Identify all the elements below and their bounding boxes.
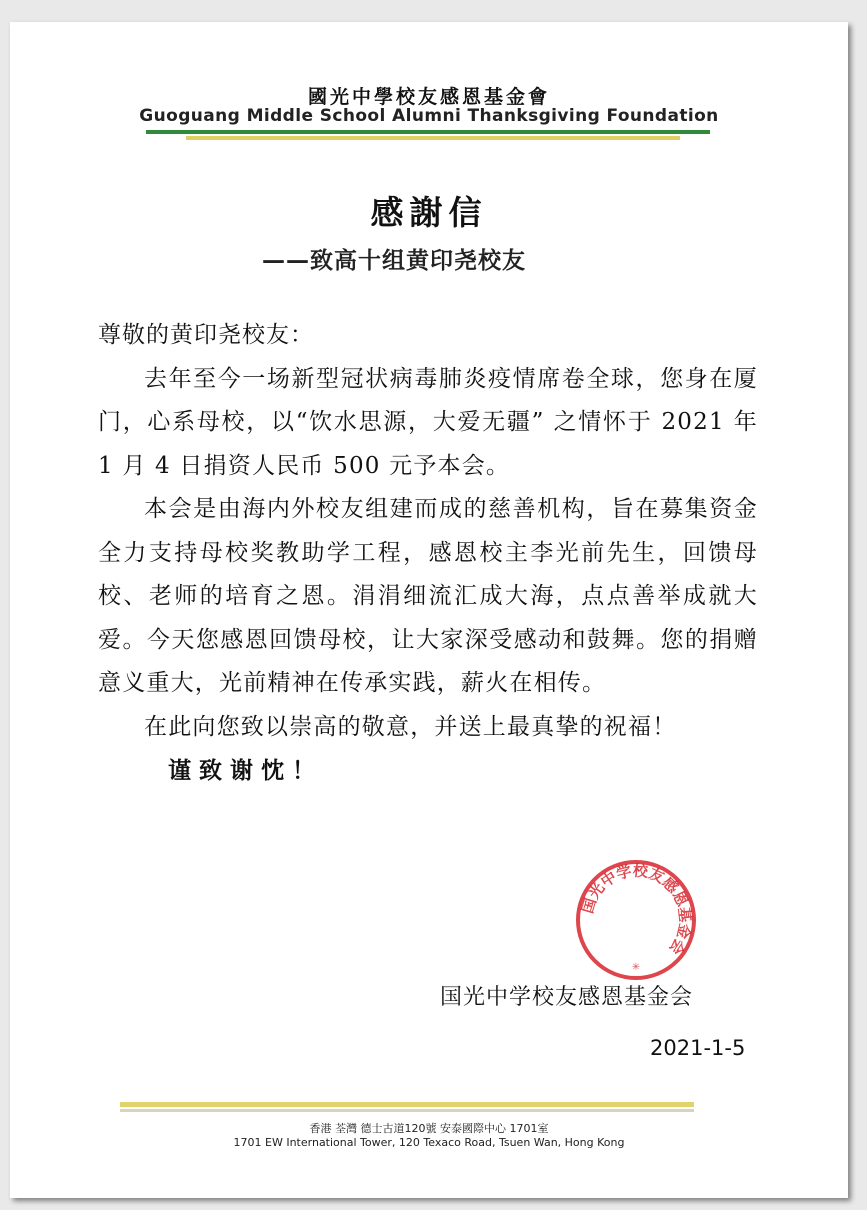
signature-organization: 国光中学校友感恩基金会 (440, 985, 694, 1010)
footer-grey-rule (120, 1109, 694, 1112)
letter-title: 感謝信 (370, 193, 488, 232)
letter-paragraph: 在此向您致以崇高的敬意，并送上最真挚的祝福！ (144, 713, 677, 740)
letterhead-org-english: Guoguang Middle School Alumni Thanksgiving Foundation (139, 106, 719, 126)
official-seal-stamp (574, 858, 698, 982)
letter-paragraph: 本会是由海内外校友组建而成的慈善机构，旨在募集资金全力支持母校奖教助学工程，感恩校主李光前先生，回馈母校、老师的培育之恩。涓涓细流汇成大海，点点善举成就大爱。今天您感恩回馈母校，让大家深受感动和鼓舞。您的捐赠意义重大，光前精神在传承实践，薪火在相传。 (98, 496, 758, 696)
signature-date: 2021-1-5 (650, 1036, 746, 1060)
letter-paragraph: 去年至今一场新型冠状病毒肺炎疫情席卷全球，您身在厦门，心系母校，以“饮水思源，大爱无疆” 之情怀于 2021 年 1 月 4 日捐资人民币 500 元予本会。 (98, 365, 758, 479)
letter-subtitle: ——致高十组黄印尧校友 (262, 248, 526, 274)
seal-text: 国光中学校友感恩基金会 (578, 861, 695, 958)
seal-star-icon: ✳ (631, 962, 641, 973)
letter-body (98, 314, 758, 793)
letter-greeting: 尊敬的黄印尧校友： (98, 322, 314, 348)
letterhead-org-chinese: 國光中學校友感恩基金會 (307, 86, 550, 108)
letter-page (10, 22, 848, 1198)
footer-address-chinese: 香港 荃灣 德士古道120號 安泰國際中心 1701室 (309, 1122, 549, 1135)
letter-closing: 谨致谢忱！ (168, 757, 323, 784)
footer-yellow-rule (120, 1102, 694, 1107)
footer-address-english: 1701 EW International Tower, 120 Texaco Road, Tsuen Wan, Hong Kong (233, 1136, 625, 1149)
letterhead-green-rule (146, 130, 710, 134)
letterhead-yellow-rule (186, 136, 680, 140)
